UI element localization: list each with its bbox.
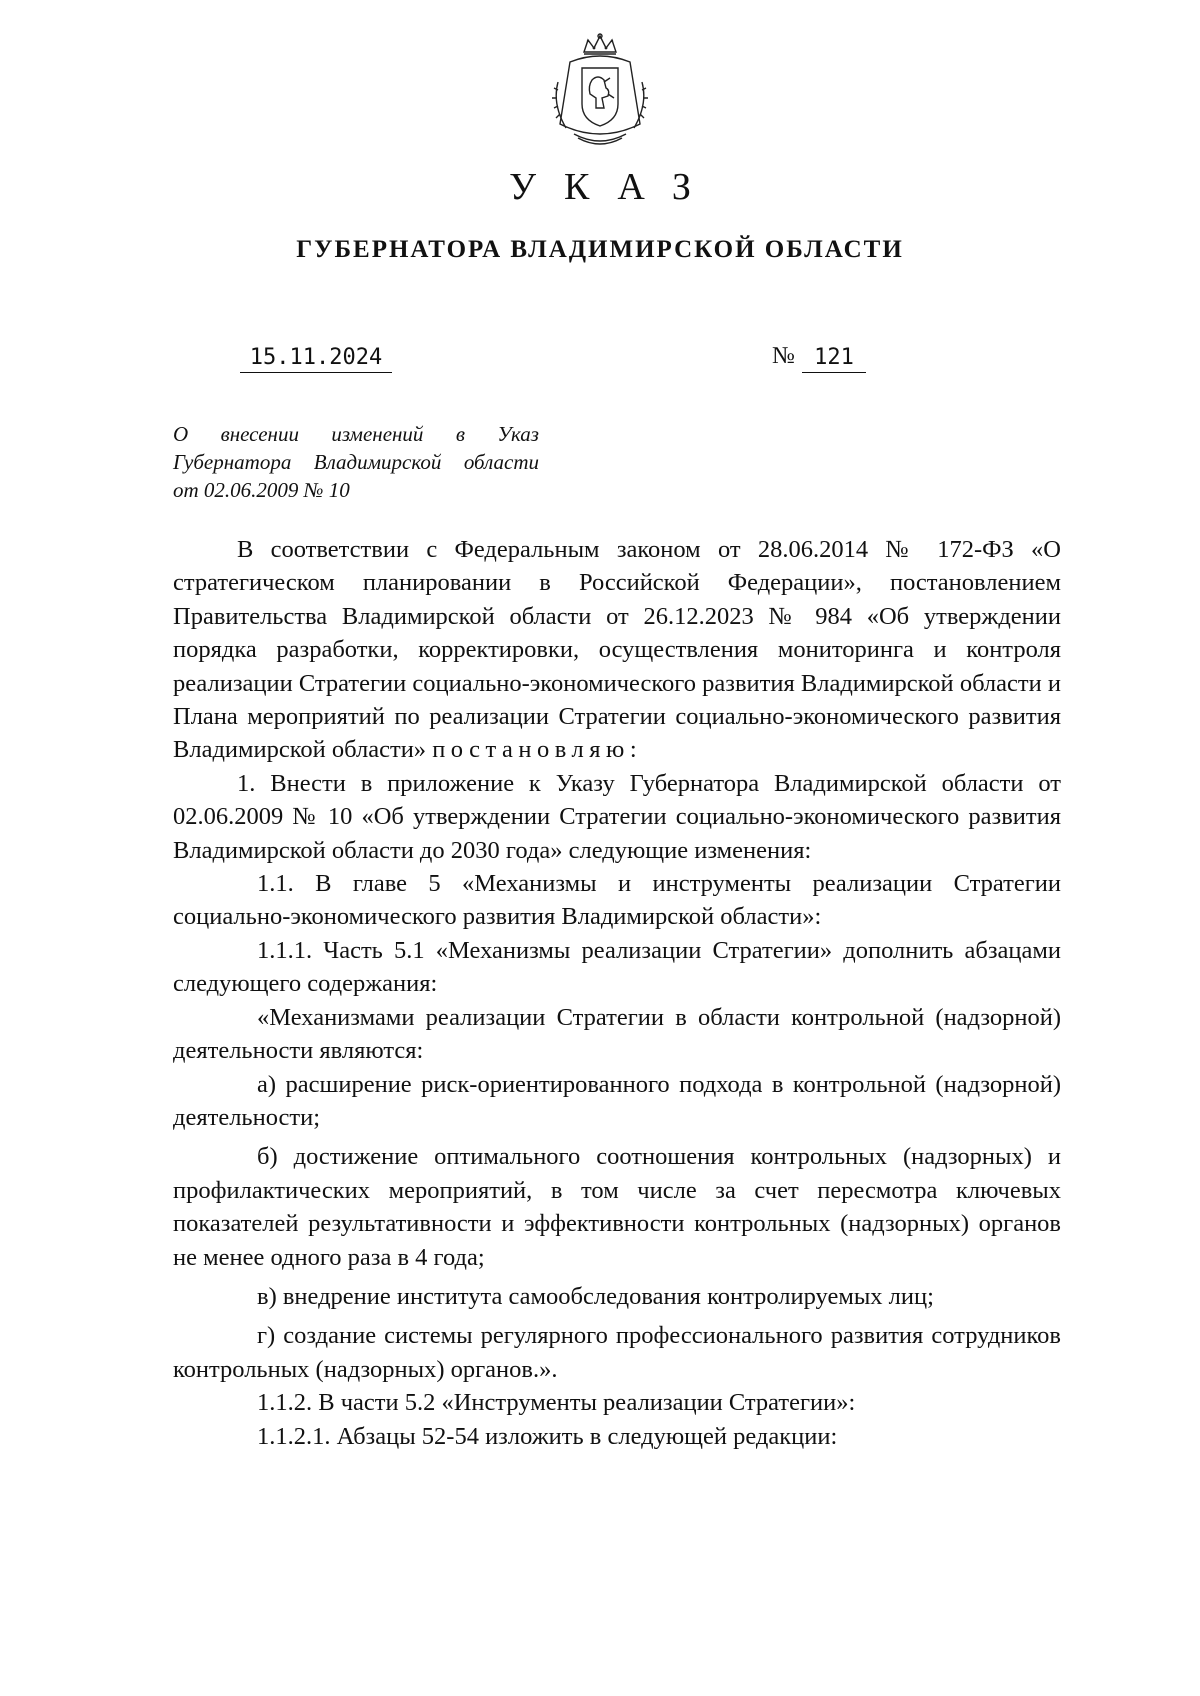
paragraph-1: 1. Внести в приложение к Указу Губернатора Владимирской области от 02.06.2009 № 10 «Об утверждении Стратегии социально-экономического развития Владимирской области до 2030 года» следующие изменения: (173, 769, 1061, 864)
document-title: УКАЗ (509, 166, 719, 208)
preamble-paragraph (173, 533, 1061, 767)
document-number: 121 (802, 345, 866, 373)
list-item-v: в) внедрение института самообследования контролируемых лиц; (257, 1282, 934, 1310)
paragraph-1-1: 1.1. В главе 5 «Механизмы и инструменты реализации Стратегии социально-экономического развития Владимирской области»: (173, 870, 1061, 931)
quoted-paragraph: «Механизмами реализации Стратегии в области контрольной (надзорной) деятельности являются: (173, 1003, 1061, 1065)
resolve-word: постановляю: (432, 736, 643, 764)
paragraph-1-1-2-1: 1.1.2.1. Абзацы 52-54 изложить в следующей редакции: (257, 1422, 838, 1450)
list-item-a: а) расширение риск-ориентированного подхода в контрольной (надзорной) деятельности; (173, 1070, 1061, 1131)
list-item-g: г) создание системы регулярного профессионального развития сотрудников контрольных (надзорных) органов.». (173, 1322, 1061, 1383)
document-issuer: ГУБЕРНАТОРА ВЛАДИМИРСКОЙ ОБЛАСТИ (296, 236, 904, 263)
paragraph-1-1-1: 1.1.1. Часть 5.1 «Механизмы реализации Стратегии» дополнить абзацами следующего содержания: (173, 936, 1061, 998)
document-date: 15.11.2024 (240, 345, 392, 373)
subject-line: от 02.06.2009 № 10 (173, 478, 350, 502)
subject-line: Губернатора Владимирской области (173, 450, 539, 474)
document-body (173, 533, 1061, 1453)
document-subject (173, 420, 539, 504)
list-item-b: б) достижение оптимального соотношения контрольных (надзорных) и профилактических мероприятий, в том числе за счет пересмотра ключевых показателей результативности и эффективности контрольных (надзорных) органов не менее одного раза в 4 года; (173, 1143, 1061, 1271)
coat-of-arms-icon (544, 32, 656, 150)
subject-line: О внесении изменений в Указ (173, 422, 539, 446)
preamble-text: В соответствии с Федеральным законом от 28.06.2014 № 172-ФЗ «О стратегическом планировании в Российской Федерации», постановлением Правительства Владимирской области от 26.12.2023 № 984 «Об утверждении порядка разработки, корректировки, осуществления мониторинга и контроля реализации Стратегии социально-экономического развития Владимирской области и Плана мероприятий по реализации Стратегии социально-экономического развития Владимирской области» (173, 536, 1061, 764)
paragraph-1-1-2: 1.1.2. В части 5.2 «Инструменты реализации Стратегии»: (257, 1389, 856, 1417)
number-sign: № (772, 343, 795, 369)
